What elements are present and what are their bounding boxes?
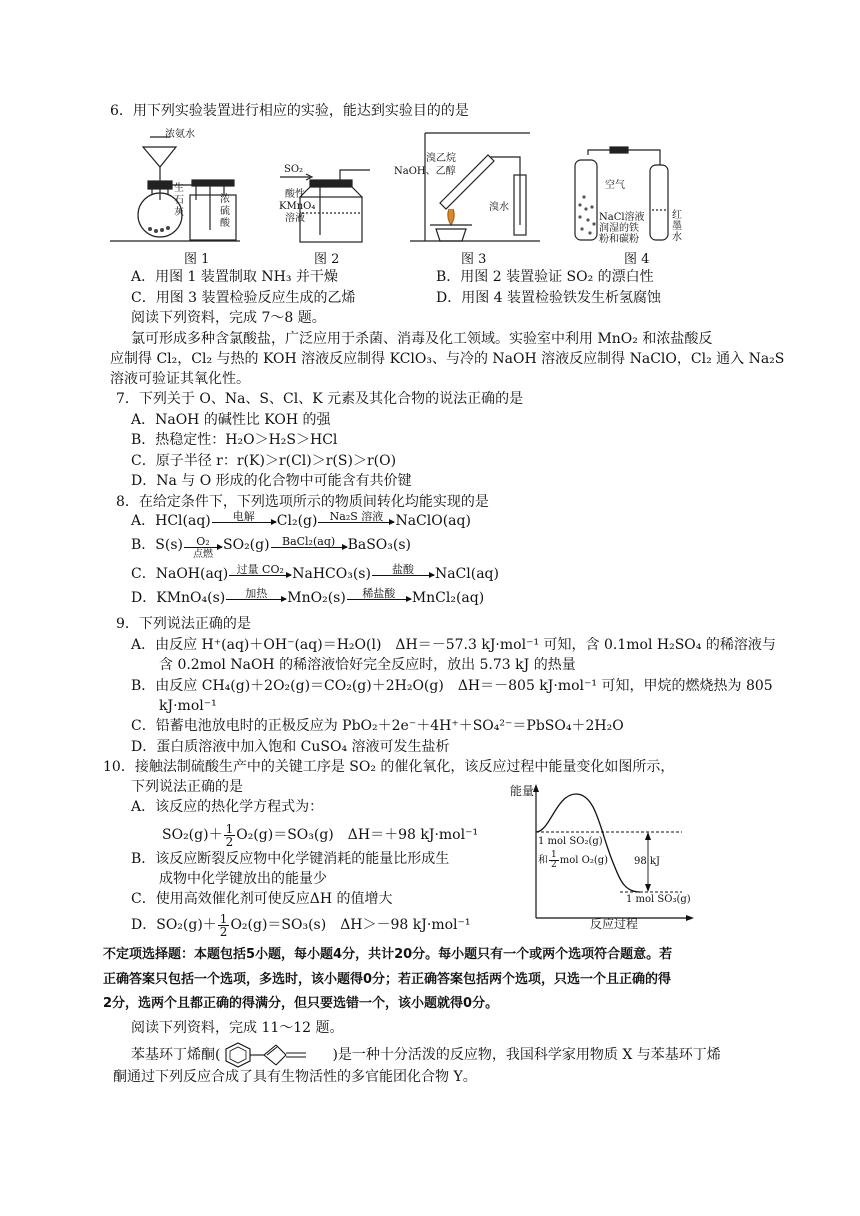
q10-a-frac-den: 2 bbox=[225, 834, 234, 849]
q9-option-b-line2: kJ·mol⁻¹ bbox=[159, 698, 217, 714]
q8-b-s3: BaSO₃(s) bbox=[347, 537, 412, 553]
section-instructions-line1: 不定项选择题：本题包括5小题，每小题4分，共计20分。每小题只有一个或两个选项符合题意。若 bbox=[103, 947, 673, 962]
passage2-line2: 酮通过下列反应合成了具有生物活性的多官能团化合物 Y。 bbox=[113, 1069, 477, 1085]
q8-stem: 8．在给定条件下，下列选项所示的物质间转化均能实现的是 bbox=[116, 494, 489, 510]
q8-c-s2: NaHCO₃(s) bbox=[292, 566, 371, 582]
fig1-label-ammonia: 浓氨水 bbox=[165, 129, 195, 140]
fig1-label-4: 浓 bbox=[220, 194, 230, 205]
section-instructions-line3: 2分，选两个且都正确的得满分，但只要选错一个，该小题就得0分。 bbox=[103, 996, 499, 1011]
fig4-label-4: 红 bbox=[672, 210, 682, 221]
q8-c-s1: NaOH(aq) bbox=[155, 566, 229, 582]
fig1-label-5: 硫 bbox=[220, 206, 230, 217]
q7-option-a: A．NaOH 的碱性比 KOH 的强 bbox=[131, 412, 331, 428]
q8-a-prefix: A． bbox=[131, 513, 156, 529]
passage2-post: )是一种十分活泼的反应物，我国科学家用物质 X 与苯基环丁烯 bbox=[332, 1047, 721, 1063]
q8-option-b bbox=[131, 530, 411, 560]
q10-option-c: C．使用高效催化剂可使反应ΔH 的值增大 bbox=[131, 891, 393, 907]
read-instruction-7-8: 阅读下列资料，完成 7～8 题。 bbox=[131, 310, 326, 326]
q8-d-arrow1 bbox=[226, 588, 286, 612]
q6-figures bbox=[0, 125, 860, 260]
q10-stem-line1: 10．接触法制硫酸生产中的关键工序是 SO₂ 的催化氧化，该反应过程中能量变化如图所示， bbox=[103, 759, 675, 775]
passage2-line1 bbox=[131, 1040, 721, 1070]
q10-graph-reactant2-o2: mol O₂(g) bbox=[559, 855, 609, 866]
fig1-label-1: 生 bbox=[174, 183, 184, 194]
q7-option-b: B．热稳定性：H₂O＞H₂S＞HCl bbox=[131, 432, 338, 448]
fig3-label-naoh: NaOH、乙醇 bbox=[394, 166, 456, 177]
q10-option-b-line2: 成物中化学键放出的能量少 bbox=[159, 871, 327, 887]
fig3-label-bromine-water: 溴水 bbox=[489, 202, 509, 213]
passage1-line1: 氯可形成多种含氯酸盐，广泛应用于杀菌、消毒及化工领域。实验室中利用 MnO₂ 和浓盐酸反 bbox=[131, 331, 713, 347]
q10-graph-frac-den: 2 bbox=[551, 860, 557, 870]
q8-a-arrow2-label: Na₂S 溶液 bbox=[329, 510, 384, 523]
q6-option-a: A．用图 1 装置制取 NH₃ 并干燥 bbox=[131, 269, 338, 285]
q8-b-prefix: B． bbox=[131, 537, 156, 553]
fig2-label-so2: SO₂ bbox=[284, 164, 304, 175]
fig1-label-3: 灰 bbox=[174, 207, 184, 218]
q9-option-a-line1: A．由反应 H⁺(aq)＋OH⁻(aq)＝H₂O(l) ΔH＝－57.3 kJ·mol⁻¹ 可知，含 0.1mol H₂SO₄ 的稀溶液与 bbox=[131, 637, 776, 653]
q8-a-s2: Cl₂(g) bbox=[276, 513, 318, 529]
q9-option-d: D．蛋白质溶液中加入饱和 CuSO₄ 溶液可发生盐析 bbox=[131, 739, 450, 755]
q8-b-arrow1-top: O₂ bbox=[196, 535, 210, 548]
q8-d-arrow2-label: 稀盐酸 bbox=[362, 587, 396, 600]
q8-b-s1: S(s) bbox=[155, 537, 183, 553]
fig1-label-6: 酸 bbox=[220, 218, 230, 229]
q9-option-a-line2: 含 0.2mol NaOH 的稀溶液恰好完全反应时，放出 5.73 kJ 的热量 bbox=[159, 657, 576, 673]
q8-b-arrow1-bottom: 点燃 bbox=[193, 549, 213, 560]
q8-a-arrow1-label: 电解 bbox=[232, 510, 255, 523]
q8-b-arrow2 bbox=[271, 536, 347, 560]
q7-option-d: D．Na 与 O 形成的化合物中可能含有共价键 bbox=[131, 473, 412, 489]
fig2-label-2: KMnO₄ bbox=[279, 201, 316, 212]
q8-d-s1: KMnO₄(s) bbox=[156, 590, 226, 606]
fig4-label-6: 水 bbox=[672, 232, 682, 243]
q6-option-d: D．用图 4 装置检验铁发生析氢腐蚀 bbox=[436, 290, 662, 306]
q10-graph-xlabel: 反应过程 bbox=[590, 917, 639, 931]
q8-d-prefix: D． bbox=[131, 590, 157, 606]
q8-b-arrow2-label: BaCl₂(aq) bbox=[281, 535, 336, 548]
q8-b-s2: SO₂(g) bbox=[223, 537, 270, 553]
q8-d-arrow1-label: 加热 bbox=[245, 587, 268, 600]
q10-option-a-equation bbox=[162, 818, 478, 852]
q10-graph-frac-num: 1 bbox=[551, 850, 557, 860]
q10-option-b-line1: B．该反应断裂反应物中化学键消耗的能量比形成生 bbox=[131, 851, 450, 867]
q10-d-right: O₂(g)＝SO₃(s) ΔH＞－98 kJ·mol⁻¹ bbox=[230, 917, 471, 933]
q10-graph-fraction bbox=[549, 851, 559, 870]
q10-graph-reactant1: 1 mol SO₂(g) bbox=[538, 836, 603, 847]
passage1-line3: 溶液可验证其氧化性。 bbox=[110, 371, 250, 387]
q8-c-s3: NaCl(aq) bbox=[434, 566, 499, 582]
q10-d-left: D．SO₂(g)＋ bbox=[131, 917, 217, 933]
fig3-label-bromoethane: 溴乙烷 bbox=[426, 153, 456, 164]
q9-stem: 9．下列说法正确的是 bbox=[116, 616, 251, 632]
q8-b-arrow1 bbox=[184, 536, 222, 560]
q10-a-eq-right: O₂(g)＝SO₃(g) ΔH＝＋98 kJ·mol⁻¹ bbox=[236, 827, 479, 843]
fig4-label-air: 空气 bbox=[605, 180, 625, 191]
q6-stem: 6．用下列实验装置进行相应的实验，能达到实验目的的是 bbox=[110, 103, 469, 119]
q7-stem: 7．下列关于 O、Na、S、Cl、K 元素及其化合物的说法正确的是 bbox=[116, 391, 524, 407]
q10-a-fraction bbox=[224, 823, 236, 848]
q10-graph-product: 1 mol SO₃(g) bbox=[626, 894, 691, 905]
fig4-label-5: 墨 bbox=[672, 221, 682, 232]
fig2-caption: 图 2 bbox=[314, 252, 340, 267]
q8-d-s3: MnCl₂(aq) bbox=[411, 590, 485, 606]
q8-d-arrow2 bbox=[347, 588, 411, 612]
q8-c-arrow1-label: 过量 CO₂ bbox=[236, 563, 284, 576]
q10-graph-delta: 98 kJ bbox=[634, 856, 660, 867]
q10-option-a: A．该反应的热化学方程式为： bbox=[131, 799, 324, 815]
fig2-label-3: 溶液 bbox=[285, 213, 305, 224]
q10-d-fraction bbox=[218, 913, 230, 938]
q10-a-eq-left: SO₂(g)＋ bbox=[162, 827, 223, 843]
q8-a-s1: HCl(aq) bbox=[155, 513, 211, 529]
fig2-label-1: 酸性 bbox=[285, 189, 305, 200]
q8-c-arrow2-label: 盐酸 bbox=[391, 563, 414, 576]
q10-d-frac-den: 2 bbox=[219, 924, 228, 939]
q9-option-b-line1: B．由反应 CH₄(g)＋2O₂(g)＝CO₂(g)＋2H₂O(g) ΔH＝－805 kJ·mol⁻¹ 可知，甲烷的燃烧热为 805 bbox=[131, 678, 773, 694]
fig1-caption: 图 1 bbox=[184, 252, 210, 267]
q10-a-frac-num: 1 bbox=[225, 821, 234, 836]
passage2-pre: 苯基环丁烯酮( bbox=[131, 1047, 221, 1063]
q8-d-s2: MnO₂(s) bbox=[287, 590, 346, 606]
q10-graph-reactant2-and: 和 bbox=[538, 855, 548, 866]
q8-a-s3: NaClO(aq) bbox=[395, 513, 471, 529]
fig4-caption: 图 4 bbox=[624, 252, 650, 267]
q7-option-c: C．原子半径 r：r(K)＞r(Cl)＞r(S)＞r(O) bbox=[131, 453, 397, 469]
fig4-label-1: NaCl溶液 bbox=[599, 212, 645, 223]
read-instruction-11-12: 阅读下列资料，完成 11～12 题。 bbox=[131, 1020, 344, 1036]
q10-stem-line2: 下列说法正确的是 bbox=[131, 779, 243, 795]
passage1-line2: 应制得 Cl₂，Cl₂ 与热的 KOH 溶液反应制得 KClO₃、与冷的 NaOH 溶液反应制得 NaClO，Cl₂ 通入 Na₂S bbox=[110, 351, 785, 367]
q8-c-prefix: C． bbox=[131, 566, 156, 582]
q6-option-c: C．用图 3 装置检验反应生成的乙烯 bbox=[131, 290, 356, 306]
q10-graph-ylabel: 能量 bbox=[510, 784, 535, 798]
q10-graph-reactant2 bbox=[538, 850, 608, 872]
fig4-label-2: 润湿的铁 bbox=[599, 223, 639, 234]
fig3-caption: 图 3 bbox=[461, 252, 487, 267]
q9-option-c: C．铅蓄电池放电时的正极反应为 PbO₂＋2e⁻＋4H⁺＋SO₄²⁻＝PbSO₄＋2H₂O bbox=[131, 718, 624, 734]
fig1-label-2: 石 bbox=[174, 195, 184, 206]
fig3-apparatus bbox=[410, 133, 540, 241]
q8-option-d bbox=[131, 584, 484, 612]
section-instructions-line2: 正确答案只包括一个选项，多选时，该小题得0分；若正确答案包括两个选项，只选一个且正确的得 bbox=[103, 972, 672, 987]
q10-option-d bbox=[131, 908, 471, 942]
phenylcyclobutenone-structure bbox=[220, 1041, 332, 1069]
fig4-label-3: 粉和碳粉 bbox=[599, 234, 639, 245]
q10-d-frac-num: 1 bbox=[219, 911, 228, 926]
q6-option-b: B．用图 2 装置验证 SO₂ 的漂白性 bbox=[436, 269, 654, 285]
